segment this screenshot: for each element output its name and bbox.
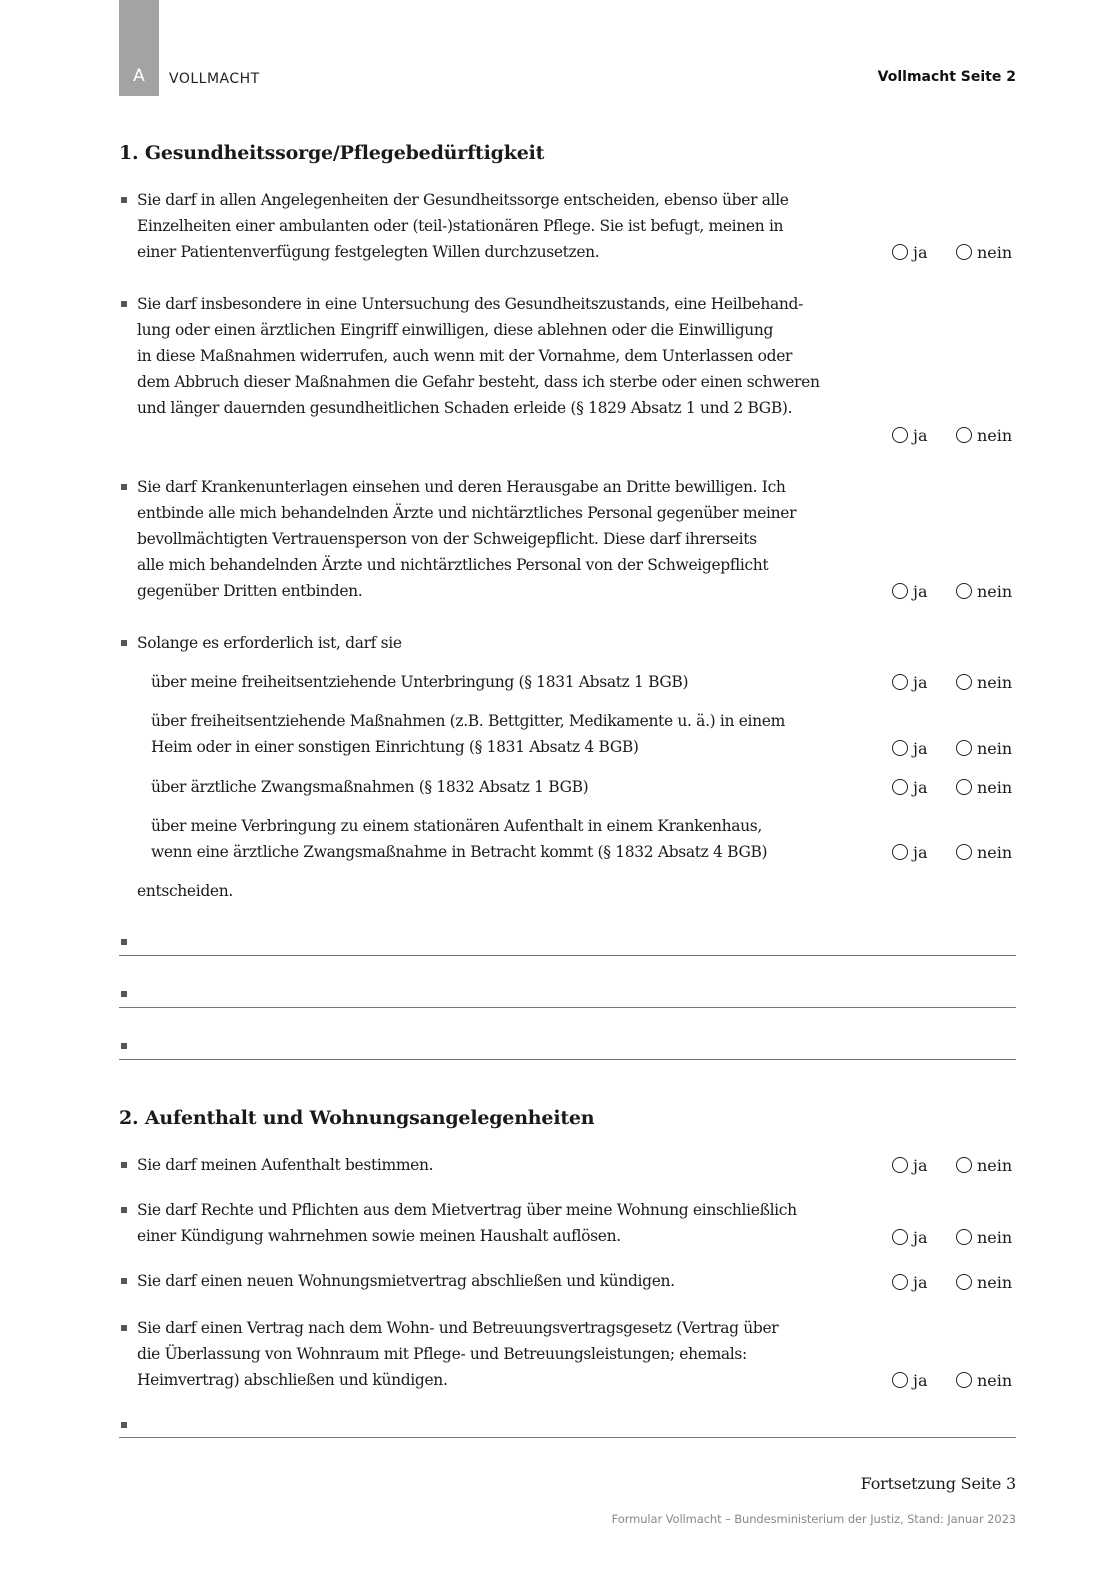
bullet <box>121 1043 127 1049</box>
radio-icon[interactable] <box>892 779 908 795</box>
ja-option[interactable]: ja <box>892 241 928 263</box>
bullet <box>121 991 127 997</box>
page-footer: Formular Vollmacht – Bundesministerium der Justiz, Stand: Januar 2023 <box>611 1512 1016 1526</box>
bullet <box>121 1325 127 1331</box>
s2-item-3-options <box>892 1271 1022 1293</box>
ja-option[interactable]: ja <box>892 1226 928 1248</box>
radio-icon[interactable] <box>956 583 972 599</box>
nein-option[interactable]: nein <box>956 1154 1012 1176</box>
radio-icon[interactable] <box>892 1372 908 1388</box>
bullet <box>121 1207 127 1213</box>
radio-icon[interactable] <box>956 1157 972 1173</box>
blank-entry-line[interactable] <box>119 955 1016 956</box>
s2-item-3-text: Sie darf einen neuen Wohnungsmietvertrag abschließen und kündigen. <box>137 1272 675 1290</box>
s1-item-1-options <box>892 241 1022 263</box>
nein-option[interactable]: nein <box>956 241 1012 263</box>
s2-item-1-options <box>892 1154 1022 1176</box>
radio-icon[interactable] <box>892 844 908 860</box>
ja-option[interactable]: ja <box>892 737 928 759</box>
bullet <box>121 640 127 646</box>
s1-item-2-text: Sie darf insbesondere in eine Untersuchung des Gesundheitszustands, eine Heilbehand- lung oder einen ärztlichen Eingriff einwilligen, diese ablehnen oder die Einwilligung in diese Maßnahmen widerrufen, auch wenn mit der Vornahme, dem Unterlassen oder dem Abbruch dieser Maßnahmen die Gefahr besteht, dass ich sterbe oder einen schweren und länger dauernden gesundheitlichen Schaden erleide (§ 1829 Absatz 1 und 2 BGB). <box>137 295 820 417</box>
continuation-note: Fortsetzung Seite 3 <box>860 1474 1016 1493</box>
nein-option[interactable]: nein <box>956 424 1012 446</box>
ja-option[interactable]: ja <box>892 580 928 602</box>
radio-icon[interactable] <box>956 1274 972 1290</box>
closing-text: entscheiden. <box>137 882 233 900</box>
nein-option[interactable]: nein <box>956 580 1012 602</box>
s1-item-2-options <box>892 424 1022 446</box>
subitem-1-text: über meine freiheitsentziehende Unterbringung (§ 1831 Absatz 1 BGB) <box>151 673 689 691</box>
s2-item-1-text: Sie darf meinen Aufenthalt bestimmen. <box>137 1156 434 1174</box>
s1-item-1-text: Sie darf in allen Angelegenheiten der Gesundheitssorge entscheiden, ebenso über alle Einzelheiten einer ambulanten oder (teil-)stationären Pflege. Sie ist befugt, meinen in einer Patientenverfügung festgelegten Willen durchzusetzen. <box>137 191 789 261</box>
nein-option[interactable]: nein <box>956 841 1012 863</box>
radio-icon[interactable] <box>892 1274 908 1290</box>
subitem-1-options <box>892 671 1022 693</box>
subitem-4-options <box>892 841 1022 863</box>
ja-option[interactable]: ja <box>892 1154 928 1176</box>
radio-icon[interactable] <box>956 779 972 795</box>
s2-item-4-text: Sie darf einen Vertrag nach dem Wohn- und Betreuungsvertragsgesetz (Vertrag über die Überlassung von Wohnraum mit Pflege- und Betreuungsleistungen; ehemals: Heimvertrag) abschließen und kündigen. <box>137 1319 779 1389</box>
section-2-heading: 2. Aufenthalt und Wohnungsangelegenheiten <box>119 1107 595 1129</box>
blank-entry-line[interactable] <box>119 1007 1016 1008</box>
bullet <box>121 484 127 490</box>
ja-option[interactable]: ja <box>892 1271 928 1293</box>
s1-item-4-text: Solange es erforderlich ist, darf sie <box>137 634 402 652</box>
nein-option[interactable]: nein <box>956 1369 1012 1391</box>
s2-item-2-options <box>892 1226 1022 1248</box>
nein-option[interactable]: nein <box>956 776 1012 798</box>
s2-item-2-text: Sie darf Rechte und Pflichten aus dem Mietvertrag über meine Wohnung einschließlich einer Kündigung wahrnehmen sowie meinen Haushalt auflösen. <box>137 1201 797 1245</box>
s2-item-4-options <box>892 1369 1022 1391</box>
radio-icon[interactable] <box>956 740 972 756</box>
document-title: VOLLMACHT <box>169 71 260 87</box>
bullet <box>121 1162 127 1168</box>
bullet <box>121 1422 127 1428</box>
radio-icon[interactable] <box>956 427 972 443</box>
nein-option[interactable]: nein <box>956 671 1012 693</box>
ja-option[interactable]: ja <box>892 776 928 798</box>
blank-entry-line[interactable] <box>119 1059 1016 1060</box>
section-tab <box>119 0 159 96</box>
radio-icon[interactable] <box>892 674 908 690</box>
subitem-3-text: über ärztliche Zwangsmaßnahmen (§ 1832 Absatz 1 BGB) <box>151 778 589 796</box>
blank-entry-line[interactable] <box>119 1437 1016 1438</box>
radio-icon[interactable] <box>892 1229 908 1245</box>
radio-icon[interactable] <box>956 844 972 860</box>
s1-item-3-text: Sie darf Krankenunterlagen einsehen und deren Herausgabe an Dritte bewilligen. Ich entbinde alle mich behandelnden Ärzte und nichtärztliches Personal gegenüber meiner bevollmächtigten Vertrauensperson von der Schweigepflicht. Diese darf ihrerseits alle mich behandelnden Ärzte und nichtärztliches Personal von der Schweigepflicht gegenüber Dritten entbinden. <box>137 478 797 600</box>
nein-option[interactable]: nein <box>956 737 1012 759</box>
radio-icon[interactable] <box>956 1229 972 1245</box>
ja-option[interactable]: ja <box>892 841 928 863</box>
ja-option[interactable]: ja <box>892 671 928 693</box>
radio-icon[interactable] <box>892 1157 908 1173</box>
subitem-2-options <box>892 737 1022 759</box>
radio-icon[interactable] <box>956 1372 972 1388</box>
page-label: Vollmacht Seite 2 <box>877 69 1016 85</box>
nein-option[interactable]: nein <box>956 1271 1012 1293</box>
bullet <box>121 1278 127 1284</box>
radio-icon[interactable] <box>892 427 908 443</box>
radio-icon[interactable] <box>892 740 908 756</box>
bullet <box>121 939 127 945</box>
s1-item-3-options <box>892 580 1022 602</box>
bullet <box>121 301 127 307</box>
section-tab-letter: A <box>133 66 145 86</box>
ja-option[interactable]: ja <box>892 424 928 446</box>
radio-icon[interactable] <box>956 674 972 690</box>
radio-icon[interactable] <box>892 583 908 599</box>
bullet <box>121 197 127 203</box>
subitem-2-text: über freiheitsentziehende Maßnahmen (z.B. Bettgitter, Medikamente u. ä.) in einem Heim oder in einer sonstigen Einrichtung (§ 1831 Absatz 4 BGB) <box>151 712 785 756</box>
radio-icon[interactable] <box>892 244 908 260</box>
subitem-4-text: über meine Verbringung zu einem stationären Aufenthalt in einem Krankenhaus, wenn eine ärztliche Zwangsmaßnahme in Betracht kommt (§ 1832 Absatz 4 BGB) <box>151 817 768 861</box>
nein-option[interactable]: nein <box>956 1226 1012 1248</box>
ja-option[interactable]: ja <box>892 1369 928 1391</box>
subitem-3-options <box>892 776 1022 798</box>
radio-icon[interactable] <box>956 244 972 260</box>
section-1-heading: 1. Gesundheitssorge/Pflegebedürftigkeit <box>119 142 545 164</box>
